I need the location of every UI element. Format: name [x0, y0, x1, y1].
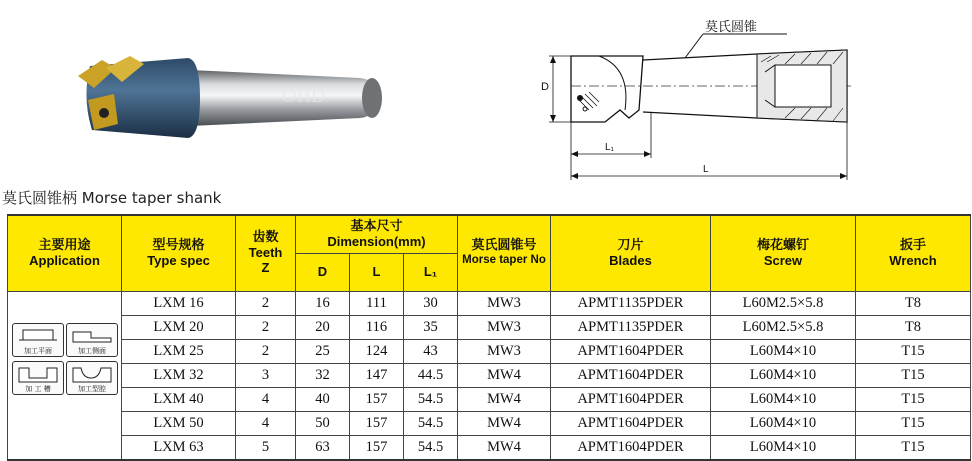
cell-screw: L60M4×10: [711, 436, 856, 461]
cavity-milling-glyph: [67, 362, 117, 386]
cell-d: 16: [296, 292, 350, 316]
technical-drawing: [535, 10, 955, 185]
dimension-drawing: [535, 10, 955, 185]
cell-d: 25: [296, 340, 350, 364]
face-milling-icon: [12, 323, 64, 357]
header-dim-l1: L₁: [404, 254, 458, 292]
cell-morse: MW4: [458, 412, 551, 436]
header-screw-en: Screw: [763, 252, 803, 268]
table-row: [8, 436, 971, 461]
cell-teeth: 4: [236, 412, 296, 436]
cavity-milling-icon: [66, 361, 118, 395]
header-teeth-en: Teeth: [248, 245, 283, 261]
slot-milling-label: 加 工 槽: [25, 384, 51, 393]
cell-l: 116: [350, 316, 404, 340]
header-application-en: Application: [29, 252, 100, 268]
cell-blade: APMT1135PDER: [551, 292, 711, 316]
table-row: [8, 316, 971, 340]
cell-type: LXM 25: [122, 340, 236, 364]
cell-teeth: 3: [236, 364, 296, 388]
slot-milling-icon: [12, 361, 64, 395]
cell-blade: APMT1135PDER: [551, 316, 711, 340]
table-row: [8, 340, 971, 364]
cell-type: LXM 32: [122, 364, 236, 388]
side-milling-glyph: [67, 324, 117, 348]
header-dimension: [296, 215, 458, 254]
cell-wrench: T15: [856, 436, 971, 461]
cell-l: 157: [350, 436, 404, 461]
header-teeth-zh: 齿数: [252, 230, 279, 246]
cell-screw: L60M4×10: [711, 364, 856, 388]
cell-screw: L60M2.5×5.8: [711, 316, 856, 340]
cell-teeth: 2: [236, 316, 296, 340]
section-title: 莫氏圆锥柄 Morse taper shank: [2, 189, 222, 207]
header-application-zh: 主要用途: [38, 237, 91, 253]
cell-wrench: T15: [856, 340, 971, 364]
cell-type: LXM 16: [122, 292, 236, 316]
header-blades: [551, 215, 711, 292]
cell-l1: 35: [404, 316, 458, 340]
dimension-l1-label: L₁: [605, 142, 614, 153]
header-type-spec: [122, 215, 236, 292]
header-teeth-symbol: Z: [261, 259, 270, 275]
cell-morse: MW3: [458, 292, 551, 316]
header-application: [8, 215, 122, 292]
cell-teeth: 4: [236, 388, 296, 412]
header-dimension-zh: 基本尺寸: [350, 218, 403, 234]
cell-morse: MW4: [458, 364, 551, 388]
cell-blade: APMT1604PDER: [551, 388, 711, 412]
side-milling-icon: [66, 323, 118, 357]
cell-l1: 44.5: [404, 364, 458, 388]
cell-l1: 30: [404, 292, 458, 316]
dimension-d-label: D: [541, 81, 549, 93]
end-mill-image: [60, 38, 395, 148]
cell-wrench: T8: [856, 316, 971, 340]
cell-morse: MW3: [458, 316, 551, 340]
cell-type: LXM 63: [122, 436, 236, 461]
cell-d: 32: [296, 364, 350, 388]
cell-l: 124: [350, 340, 404, 364]
cell-morse: MW3: [458, 340, 551, 364]
cell-wrench: T15: [856, 364, 971, 388]
header-teeth: [236, 215, 296, 292]
cell-type: LXM 50: [122, 412, 236, 436]
cell-l: 157: [350, 412, 404, 436]
face-milling-label: 加工平面: [24, 346, 52, 355]
header-screw: [711, 215, 856, 292]
header-dimension-en: Dimension(mm): [327, 233, 426, 249]
cell-wrench: T15: [856, 388, 971, 412]
brand-mark: OHD: [282, 85, 326, 107]
table-row: [8, 292, 971, 316]
cell-d: 40: [296, 388, 350, 412]
cell-l1: 43: [404, 340, 458, 364]
header-morse: [458, 215, 551, 292]
cell-l: 111: [350, 292, 404, 316]
cell-d: 63: [296, 436, 350, 461]
cell-blade: APMT1604PDER: [551, 364, 711, 388]
cell-blade: APMT1604PDER: [551, 412, 711, 436]
cavity-milling-label: 加工型腔: [78, 384, 106, 393]
product-photo: [60, 38, 395, 148]
header-dim-d: D: [296, 254, 350, 292]
table-row: [8, 388, 971, 412]
header-type-spec-zh: 型号规格: [152, 237, 205, 253]
header-blades-en: Blades: [609, 252, 652, 268]
cell-teeth: 5: [236, 436, 296, 461]
header-blades-zh: 刀片: [617, 237, 644, 253]
header-wrench-zh: 扳手: [899, 237, 926, 253]
cell-wrench: T15: [856, 412, 971, 436]
cell-screw: L60M2.5×5.8: [711, 292, 856, 316]
cell-blade: APMT1604PDER: [551, 436, 711, 461]
table-row: [8, 364, 971, 388]
header-morse-zh: 莫氏圆锥号: [471, 238, 537, 254]
cell-l1: 54.5: [404, 436, 458, 461]
application-cell: [8, 292, 122, 461]
slot-milling-glyph: [13, 362, 63, 386]
cell-morse: MW4: [458, 388, 551, 412]
cell-screw: L60M4×10: [711, 388, 856, 412]
cell-blade: APMT1604PDER: [551, 340, 711, 364]
cell-teeth: 2: [236, 292, 296, 316]
header-dim-l: L: [350, 254, 404, 292]
cell-morse: MW4: [458, 436, 551, 461]
dimension-l-label: L: [703, 164, 709, 175]
cell-l: 147: [350, 364, 404, 388]
header-wrench-en: Wrench: [889, 252, 937, 268]
cell-screw: L60M4×10: [711, 412, 856, 436]
header-morse-en: Morse taper No: [462, 254, 546, 267]
header-screw-zh: 梅花螺钉: [756, 237, 809, 253]
cell-l1: 54.5: [404, 412, 458, 436]
header-wrench: [856, 215, 971, 292]
cell-teeth: 2: [236, 340, 296, 364]
cell-screw: L60M4×10: [711, 340, 856, 364]
cell-d: 20: [296, 316, 350, 340]
cell-type: LXM 40: [122, 388, 236, 412]
side-milling-label: 加工侧面: [78, 346, 106, 355]
cell-d: 50: [296, 412, 350, 436]
morse-taper-label: 莫氏圆锥: [705, 20, 758, 35]
cell-type: LXM 20: [122, 316, 236, 340]
cell-wrench: T8: [856, 292, 971, 316]
cell-l1: 54.5: [404, 388, 458, 412]
cell-l: 157: [350, 388, 404, 412]
spec-table: [7, 214, 971, 461]
table-row: [8, 412, 971, 436]
header-type-spec-en: Type spec: [147, 252, 210, 268]
application-icons: [8, 321, 121, 431]
face-milling-glyph: [13, 324, 63, 348]
